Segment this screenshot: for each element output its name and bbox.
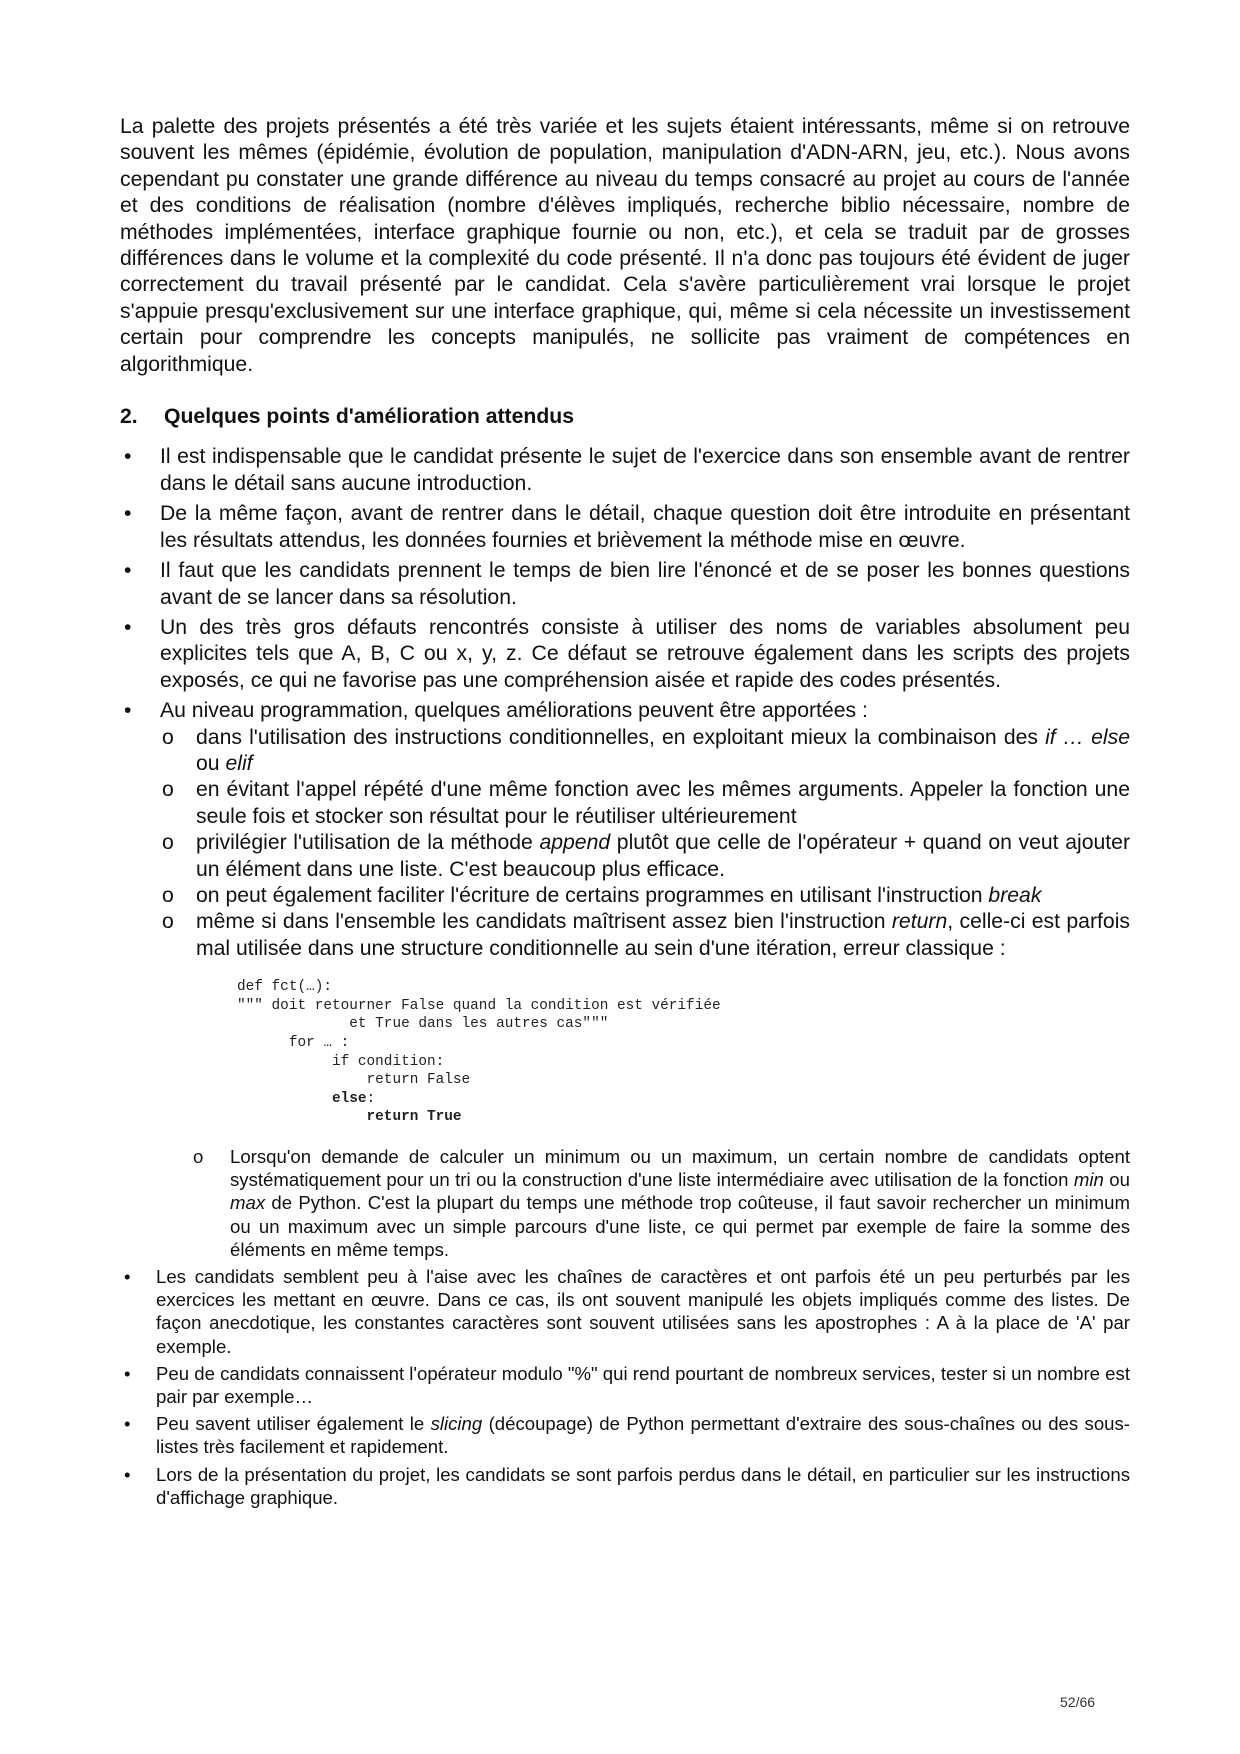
bullet-icon: • [124,1362,131,1384]
circle-bullet-icon: o [162,725,174,749]
section-number: 2. [120,405,138,429]
sub-list-item: o même si dans l'ensemble les candidats maîtrisent assez bien l'instruction return, celle-ci est parfois mal utilisée dans une structure conditionnelle au sein d'une itération, erreur classique : [162,910,1130,960]
final-list [120,1265,1130,1509]
sub-list-item: o dans l'utilisation des instructions conditionnelles, en exploitant mieux la combinaison des if … else ou elif [162,725,1130,775]
list-item [120,615,1130,694]
bullet-icon: • [124,699,132,723]
intro-paragraph: La palette des projets présentés a été très variée et les sujets étaient intéressants, même si on retrouve souvent les mêmes (épidémie, évolution de population, manipulation d'ADN-ARN, jeu, etc.). Nous avons cependant pu constater une grande différence au niveau du temps consacré au projet au cours de l'année et des conditions de réalisation (nombre d'élèves impliqués, recherche biblio nécessaire, nombre de méthodes implémentées, interface graphique fournie ou non, etc.), et cela se traduit par de grosses différences dans le volume et la complexité du code présenté. Il n'a donc pas toujours été évident de juger correctement du travail présenté par le candidat. Cela s'avère particulièrement vrai lorsque le projet s'appuie presqu'exclusivement sur une interface graphique, qui, même si cela nécessite un investissement certain pour comprendre les concepts manipulés, ne sollicite pas vraiment de compétences en algorithmique. [120,115,1130,376]
page-content [120,114,1130,1513]
sub-list-item: o on peut également faciliter l'écriture de certains programmes en utilisant l'instruction break [160,883,1130,909]
list-item-programming [120,698,1130,962]
circle-bullet-icon: o [193,1145,204,1167]
bullet-icon: • [124,445,132,469]
bullet-text: Au niveau programmation, quelques améliorations peuvent être apportées : [160,699,868,723]
bullet-icon: • [124,615,132,639]
circle-bullet-icon: o [162,883,174,907]
sub-list-item: o privilégier l'utilisation de la méthode append plutôt que celle de l'opérateur + quand on veut ajouter un élément dans une liste. C'est beaucoup plus efficace. [162,831,1130,881]
programming-sublist [160,725,1130,963]
improvement-list [120,444,1130,962]
code-example: def fct(…): """ doit retourner False quand la condition est vérifiée et True dans les autres cas""" for … : if condition: return False else: return True [237,979,721,1126]
circle-bullet-icon: o [162,778,174,802]
list-item: • Peu de candidats connaissent l'opérateur modulo "%" qui rend pourtant de nombreux services, tester si un nombre est pair par exemple… [124,1362,1130,1407]
minmax-item: o Lorsqu'on demande de calculer un minimum ou un maximum, un certain nombre de candidats optent systématiquement pour un tri ou la construction d'une liste intermédiaire avec utilisation de la fonction min ou max de Python. C'est la plupart du temps une méthode trop coûteuse, il faut savoir rechercher un minimum ou un maximum avec un simple parcours d'une liste, ce qui permet par exemple de faire la somme des éléments en même temps. [193,1145,1130,1260]
bullet-text: Il faut que les candidats prennent le temps de bien lire l'énoncé et de se poser les bonnes questions avant de se lancer dans sa résolution. [160,559,1130,609]
list-item: • Lors de la présentation du projet, les candidats se sont parfois perdus dans le détail, en particulier sur les instructions d'affichage graphique. [124,1463,1130,1508]
bullet-text: Il est indispensable que le candidat présente le sujet de l'exercice dans son ensemble avant de rentrer dans le détail sans aucune introduction. [160,445,1130,495]
bullet-icon: • [124,1413,131,1435]
bullet-text: Un des très gros défauts rencontrés consiste à utiliser des noms de variables absolument peu explicites tels que A, B, C ou x, y, z. Ce défaut se retrouve également dans les scripts des projets exposés, ce qui ne favorise pas une compréhension aisée et rapide des codes présentés. [160,615,1130,692]
list-item [120,558,1130,611]
bullet-icon: • [124,502,132,526]
list-item [120,501,1130,554]
sub-list-item: o en évitant l'appel répété d'une même fonction avec les mêmes arguments. Appeler la fonction une seule fois et stocker son résultat pour le réutiliser ultérieurement [162,778,1130,828]
list-item [120,444,1130,497]
section-heading [120,404,1130,430]
page-number: 52/66 [1060,1694,1096,1710]
bullet-icon: • [124,1265,131,1287]
circle-bullet-icon: o [162,910,174,934]
list-item: • Peu savent utiliser également le slicing (découpage) de Python permettant d'extraire des sous-chaînes ou des sous-listes très facilement et rapidement. [124,1413,1130,1458]
circle-bullet-icon: o [162,831,174,855]
section-title: Quelques points d'amélioration attendus [164,405,575,429]
list-item: • Les candidats semblent peu à l'aise avec les chaînes de caractères et ont parfois été un peu perturbés par les exercices les mettant en œuvre. Dans ce cas, ils ont souvent manipulé les objets impliqués comme des listes. De façon anecdotique, les constantes caractères sont souvent utilisées sans les apostrophes : A à la place de 'A' par exemple. [124,1265,1130,1357]
bullet-icon: • [124,1463,131,1485]
bullet-icon: • [124,559,132,583]
bullet-text: De la même façon, avant de rentrer dans le détail, chaque question doit être introduite en présentant les résultats attendus, les données fournies et brièvement la méthode mise en œuvre. [160,502,1130,552]
